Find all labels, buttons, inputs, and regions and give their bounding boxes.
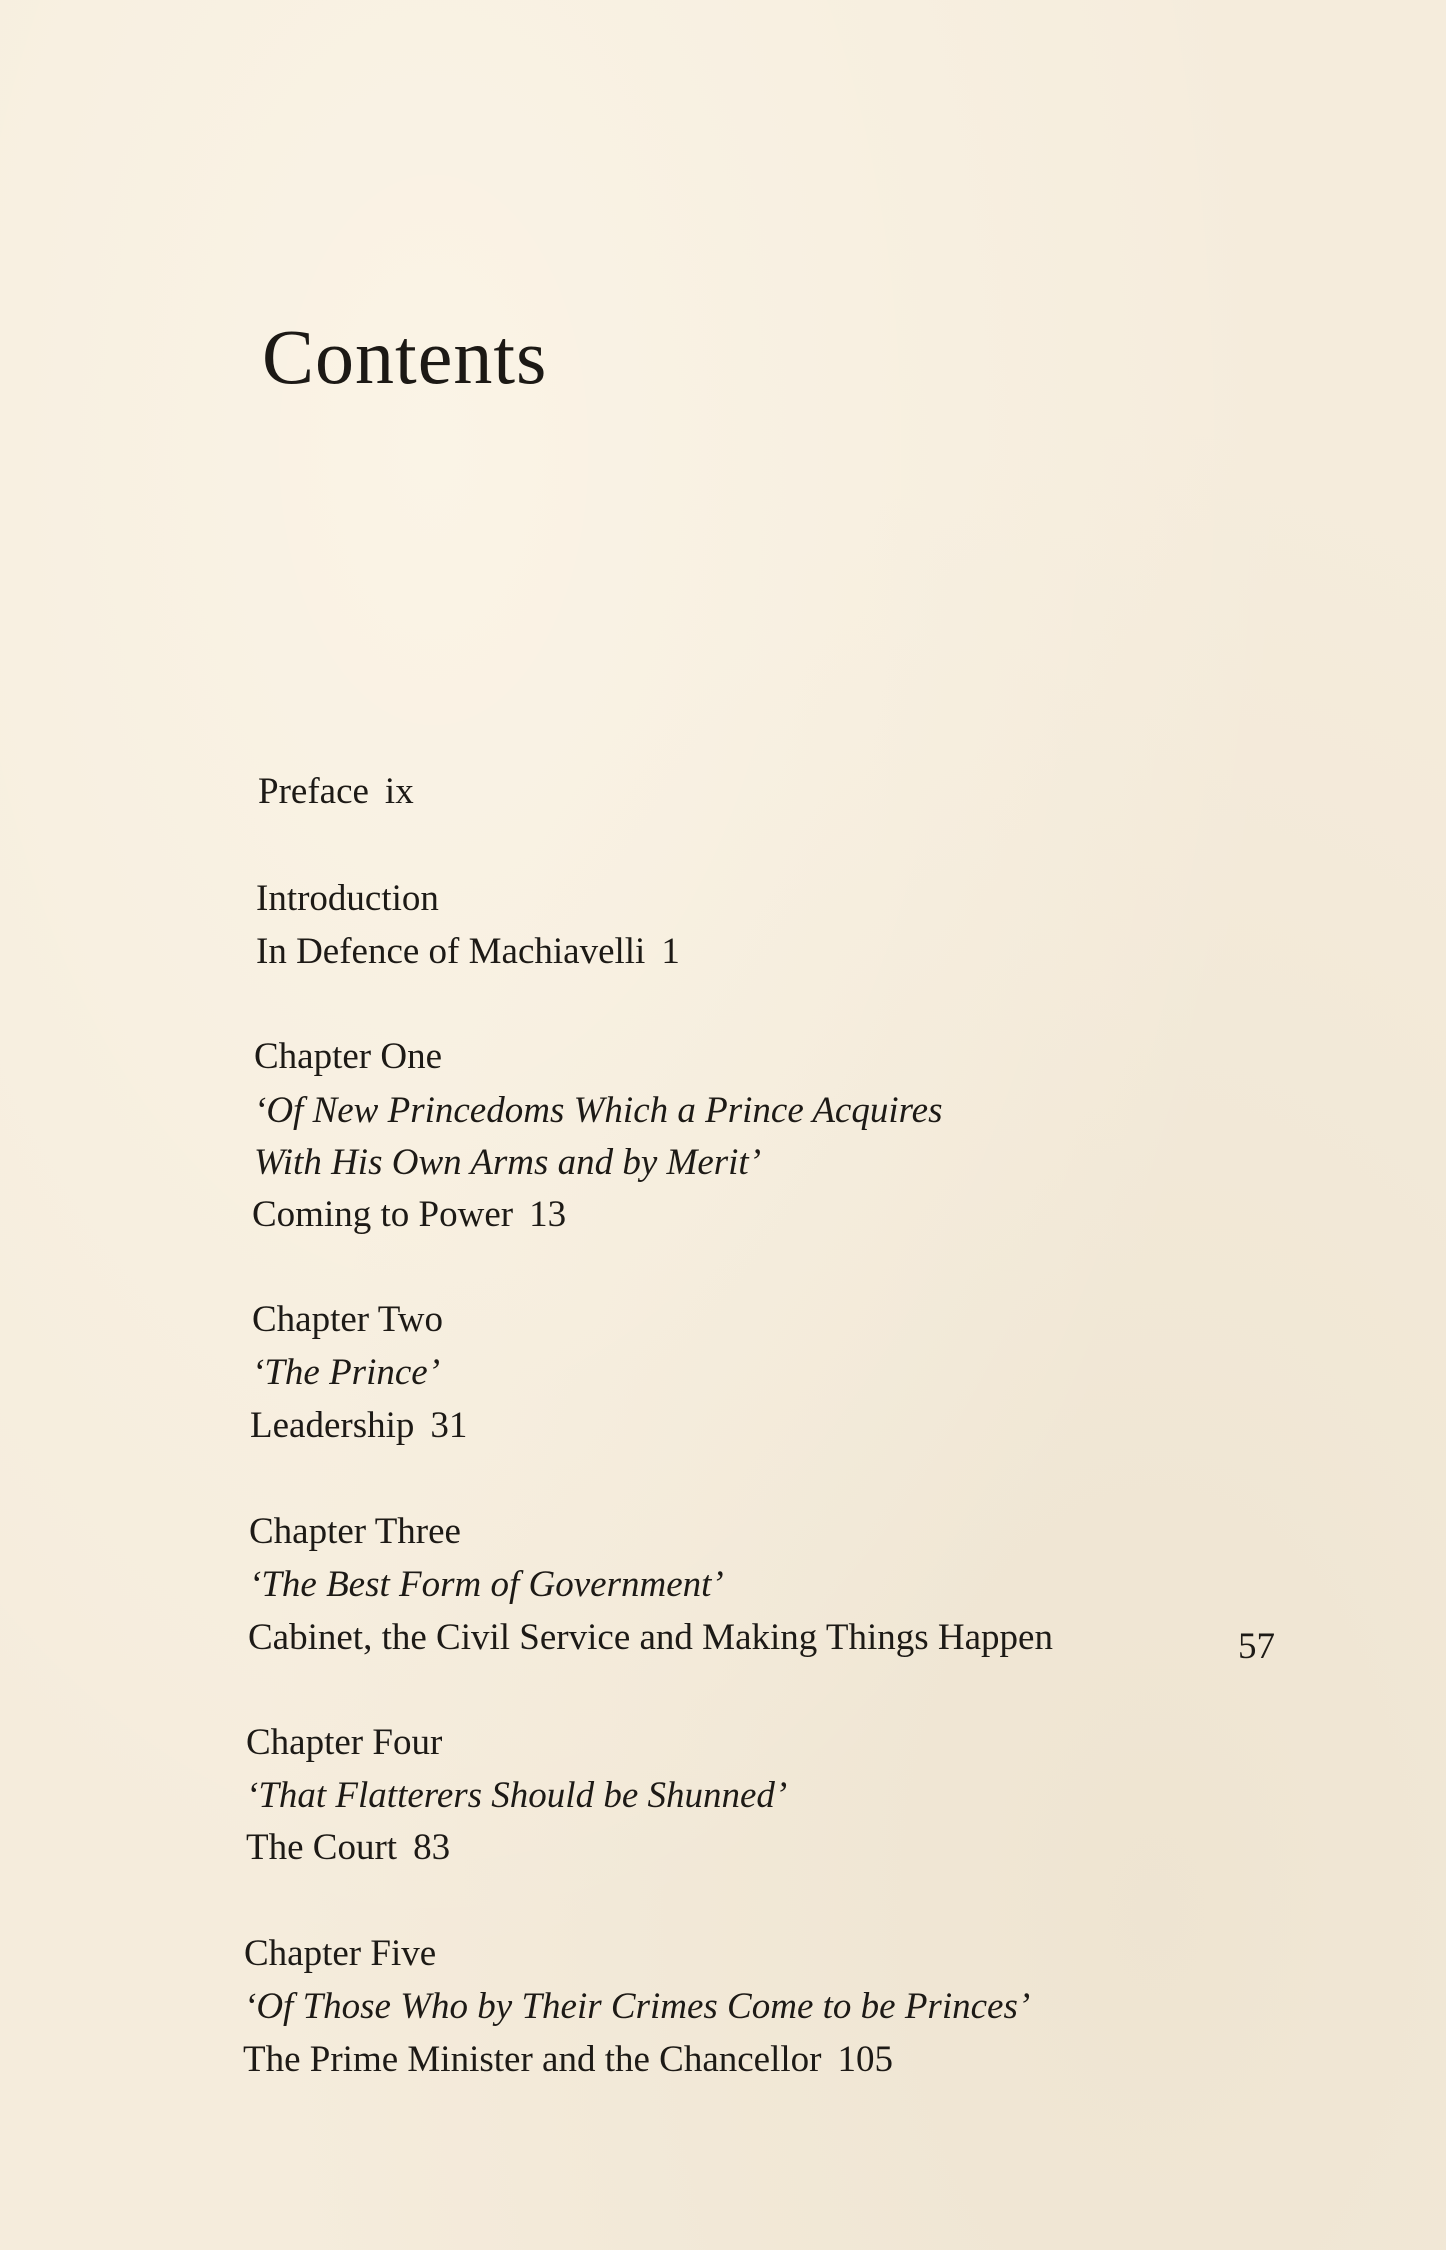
toc-entry-chapter-one[interactable]	[252, 1196, 566, 1233]
entry-label: Preface	[258, 771, 369, 812]
chapter-label: Chapter Four	[246, 1722, 443, 1763]
entry-subtitle: In Defence of Machiavelli	[256, 931, 646, 972]
entry-subtitle: The Court	[246, 1827, 398, 1868]
entry-subtitle: The Prime Minister and the Chancellor	[243, 2039, 822, 2080]
entry-subtitle: Coming to Power	[252, 1194, 514, 1235]
page-number: 57	[1238, 1626, 1275, 1667]
chapter-label: Chapter One	[254, 1036, 443, 1077]
toc-entry-introduction-label: Introduction	[256, 878, 439, 919]
chapter-label: Chapter Two	[252, 1299, 443, 1340]
chapter-quote: ‘The Prince’	[252, 1352, 441, 1393]
page-number: ix	[384, 771, 414, 812]
toc-entry-chapter-three[interactable]	[248, 1619, 1053, 1656]
chapter-quote: ‘The Best Form of Government’	[249, 1564, 724, 1605]
toc-entry-chapter-four[interactable]	[246, 1829, 450, 1866]
chapter-label: Chapter Five	[244, 1933, 437, 1974]
page-title: Contents	[262, 313, 548, 400]
page-number: 1	[661, 931, 680, 972]
chapter-quote: ‘Of New Princedoms Which a Prince Acquires	[254, 1090, 943, 1131]
toc-entry-preface[interactable]	[258, 773, 414, 810]
page-number: 83	[413, 1827, 451, 1868]
toc-entry-introduction[interactable]	[256, 933, 680, 970]
chapter-quote-continued: With His Own Arms and by Merit’	[254, 1142, 762, 1183]
chapter-label: Chapter Three	[249, 1511, 461, 1552]
page-number: 31	[430, 1405, 468, 1446]
page-number: 13	[529, 1194, 567, 1235]
toc-entry-chapter-five[interactable]	[243, 2041, 893, 2078]
page-number: 105	[837, 2039, 893, 2080]
entry-subtitle: Cabinet, the Civil Service and Making Things Happen	[248, 1617, 1053, 1658]
entry-subtitle: Leadership	[250, 1405, 415, 1446]
chapter-quote: ‘That Flatterers Should be Shunned’	[246, 1775, 788, 1816]
toc-entry-chapter-two[interactable]	[250, 1407, 467, 1444]
chapter-quote: ‘Of Those Who by Their Crimes Come to be Princes’	[244, 1986, 1031, 2027]
